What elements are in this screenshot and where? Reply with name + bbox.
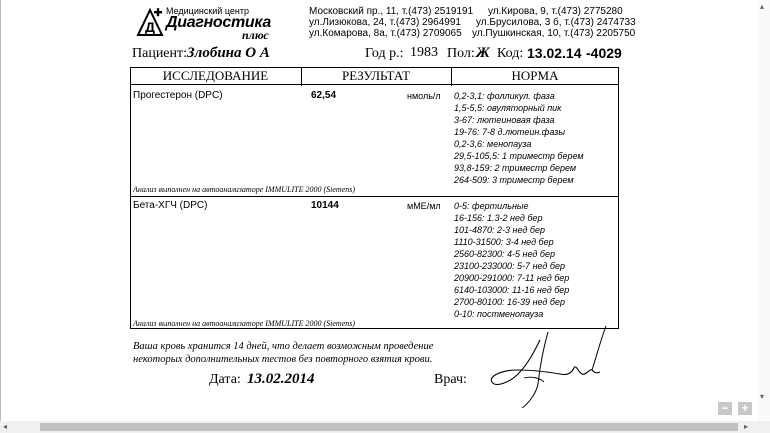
norm-line: 3-67: лютеиновая фаза	[454, 115, 555, 125]
logo-sub-text: плюс	[242, 28, 269, 42]
date-label: Дата:	[209, 372, 241, 387]
code-value: 13.02.14	[527, 45, 582, 61]
header-divider	[301, 67, 302, 86]
scroll-up-arrow-icon[interactable]: ▴	[760, 2, 765, 11]
address-1: Московский пр., 11, т.(473) 2519191	[309, 6, 474, 17]
svg-text:Д: Д	[145, 19, 155, 35]
analyzer-note: Анализ выполнен на автоанализаторе IMMULITE 2000 (Siemens)	[133, 319, 356, 328]
zoom-in-button[interactable]: +	[738, 402, 752, 415]
norm-line: 6140-103000: 11-16 нед бер	[454, 285, 570, 295]
patient-label: Пациент:	[132, 46, 188, 61]
address-6: ул.Пушкинская, 10, т.(473) 2205750	[472, 28, 636, 39]
logo-top-text: Медицинский центр	[166, 6, 249, 16]
norm-line: 2560-82300: 4-5 нед бер	[454, 249, 555, 259]
logo-emblem-icon	[136, 8, 164, 38]
header-test: ИССЛЕДОВАНИЕ	[130, 67, 301, 85]
storage-note-line-1: Ваша кровь хранится 14 дней, что делает возможным проведение	[133, 341, 434, 352]
norm-line: 29,5-105,5: 1 триместр берем	[454, 151, 584, 161]
sex-label: Пол:	[447, 46, 475, 61]
norm-line: 1110-31500: 3-4 нед бер	[454, 237, 554, 247]
table-row-unit: мМЕ/мл	[407, 201, 441, 211]
row-divider	[130, 196, 619, 197]
scroll-left-arrow-icon[interactable]: ◂	[3, 422, 8, 431]
norm-line: 16-156: 1.3-2 нед бер	[454, 213, 543, 223]
scroll-down-arrow-icon[interactable]: ▾	[760, 392, 765, 401]
header-norm: НОРМА	[451, 67, 619, 85]
table-row-test: Бета-ХГЧ (DPC)	[133, 200, 208, 211]
norm-line: 19-76: 7-8 д.лютеин.фазы	[454, 127, 565, 137]
code-suffix: -4029	[586, 45, 622, 61]
scroll-right-arrow-icon[interactable]: ▸	[744, 422, 749, 431]
sex-value: Ж	[476, 45, 490, 61]
table-row-value: 62,54	[311, 90, 337, 101]
patient-name: Злобина О А	[187, 45, 270, 61]
doctor-label: Врач:	[434, 372, 467, 387]
norm-line: 0-10: постменопауза	[454, 309, 544, 319]
address-5: ул.Комарова, 8а, т.(473) 2709065	[309, 28, 462, 39]
table-row-norms	[454, 200, 569, 320]
doctor-signature	[488, 322, 608, 412]
birth-year: 1983	[410, 45, 438, 60]
norm-line: 0,2-3,6: менопауза	[454, 139, 532, 149]
norm-line: 2700-80100: 16-39 нед бер	[454, 297, 565, 307]
norm-line: 0-5: фертильные	[454, 201, 529, 211]
horizontal-scrollbar-thumb[interactable]	[40, 423, 738, 431]
header-result: РЕЗУЛЬТАТ	[301, 67, 451, 85]
analyzer-note: Анализ выполнен на автоанализаторе IMMULITE 2000 (Siemens)	[133, 185, 356, 194]
birth-year-label: Год р.:	[365, 46, 404, 61]
table-row-unit: нмоль/л	[407, 91, 441, 101]
storage-note-line-2: некоторых дополнительных тестов без повторного взятия крови.	[133, 354, 433, 365]
norm-line: 23100-233000: 5-7 нед бер	[454, 261, 565, 271]
header-divider	[451, 67, 452, 86]
norm-line: 1,5-5,5: овуляторный пик	[454, 103, 562, 113]
address-3: ул.Лизюкова, 24, т.(473) 2964991	[309, 17, 461, 28]
vertical-scrollbar[interactable]	[758, 0, 770, 421]
address-4: ул.Брусилова, 3 б, т.(473) 2474733	[476, 17, 636, 28]
table-row-norms	[454, 90, 584, 186]
norm-line: 101-4870: 2-3 нед бер	[454, 225, 545, 235]
table-row-value: 10144	[311, 200, 339, 211]
logo-main-text: Диагностика	[166, 14, 272, 31]
norm-line: 0,2-3,1: фолликул. фаза	[454, 91, 555, 101]
clinic-logo	[136, 6, 306, 42]
report-date: 13.02.2014	[247, 371, 315, 387]
address-2: ул.Кирова, 9, т.(473) 2775280	[488, 6, 623, 17]
norm-line: 264-509: 3 триместр берем	[454, 175, 574, 185]
code-label: Код:	[497, 46, 524, 61]
norm-line: 93,8-159: 2 триместр берем	[454, 163, 577, 173]
zoom-out-button[interactable]: −	[718, 402, 732, 415]
norm-line: 20900-291000: 7-11 нед бер	[454, 273, 570, 283]
table-row-test: Прогестерон (DPC)	[133, 90, 223, 101]
